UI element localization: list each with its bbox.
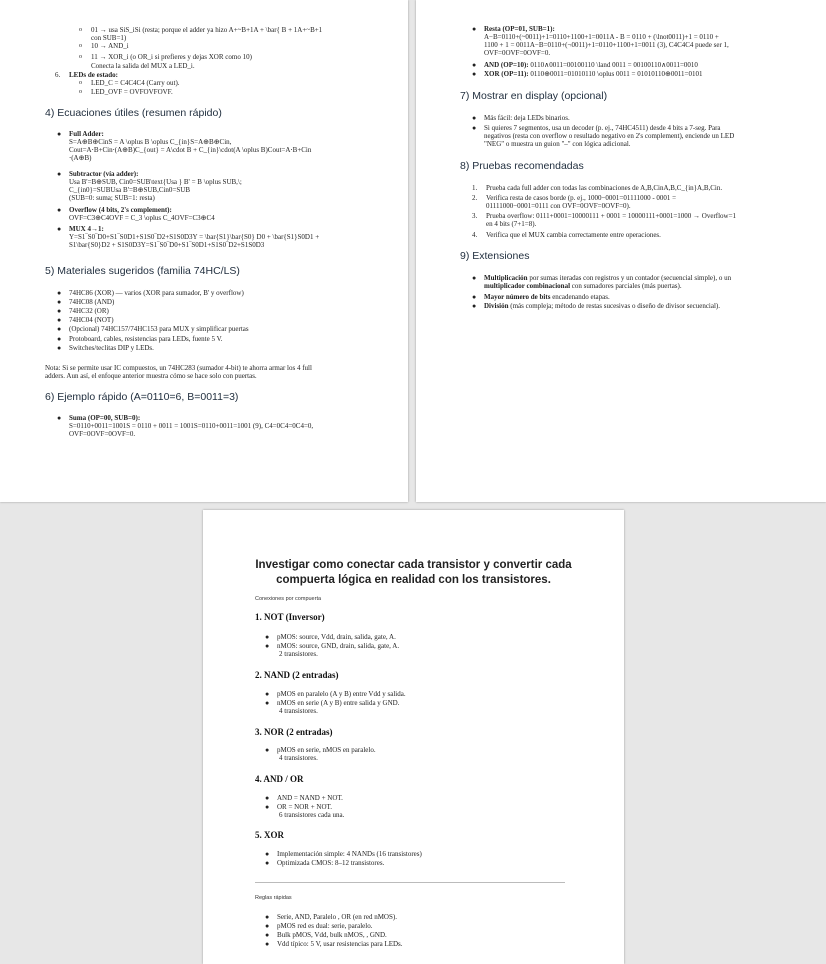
section-heading: 8) Pruebas recomendadas — [460, 160, 584, 172]
section-heading: 5. XOR — [255, 830, 284, 840]
list-item: ● Multiplicación por sumas iteradas con registros y un contador (secuencial simple), o un multiplicador combinacional con sumadores parciales (más puertas). — [472, 274, 732, 290]
list-item: ● nMOS en serie (A y B) entre salida y GND. 4 transistores. — [265, 699, 400, 715]
list-item: ● pMOS en serie, nMOS en paralelo. 4 transistores. — [265, 746, 376, 762]
horizontal-rule — [255, 882, 565, 883]
document-page-3 — [203, 510, 624, 964]
document-page-2 — [416, 0, 826, 502]
list-item: ● Vdd típico: 5 V, usar resistencias para LEDs. — [265, 940, 403, 948]
list-item: ● pMOS red es dual: serie, paralelo. — [265, 922, 373, 930]
list-item: ● Protoboard, cables, resistencias para LEDs, fuente 5 V. — [57, 335, 223, 343]
list-item: ● Subtractor (vía adder): Usa B'=B⊕SUB, Cin0=SUB\text{Usa } B' = B \oplus SUB,\; C_{in0}=SUBUsa B'=B⊕SUB,Cin0=SUB (SUB=0: suma; SUB=1: resta) — [57, 170, 242, 202]
list-item: ● División (más compleja; método de restas sucesivas o diseño de divisor secuencial). — [472, 302, 721, 310]
list-item: ● pMOS: source, Vdd, drain, salida, gate, A. — [265, 633, 396, 641]
section-heading: 4. AND / OR — [255, 774, 304, 784]
list-item: o LED_C = C4C4C4 (Carry out). — [79, 79, 180, 87]
list-item: ● Si quieres 7 segmentos, usa un decoder (p. ej., 74HC4511) desde 4 bits a 7-seg. Para negativos (resta con overflow o resultado negativo en 2's complement), enciende un LED "NEG" o muestra un guion "–" con lógica adicional. — [472, 124, 735, 148]
section-heading: 7) Mostrar en display (opcional) — [460, 90, 608, 102]
list-item: ● 74HC04 (NOT) — [57, 316, 114, 324]
list-item: ● Implementación simple: 4 NANDs (16 transistores) — [265, 850, 422, 858]
list-item: ● pMOS en paralelo (A y B) entre Vdd y salida. — [265, 690, 406, 698]
list-item: ● Full Adder: S=A⊕B⊕CinS = A \oplus B \oplus C_{in}S=A⊕B⊕Cin, Cout=A⋅B+Cin⋅(A⊕B)C_{out} = A\cdot B + C_{in}\cdot(A \oplus B)Cout=A⋅B+Cin ⋅(A⊕B) — [57, 130, 312, 162]
section-heading: 5) Materiales sugeridos (familia 74HC/LS) — [45, 265, 240, 277]
numbered-item: 6. LEDs de estado: — [55, 71, 119, 79]
list-item: ● Más fácil: deja LEDs binarios. — [472, 114, 570, 122]
document-page-1 — [0, 0, 408, 502]
section-heading: 6) Ejemplo rápido (A=0110=6, B=0011=3) — [45, 391, 239, 403]
list-item: ● Mayor número de bits encadenando etapas. — [472, 293, 610, 301]
list-item: ● AND (OP=10): 0110∧0011=00100110 \land 0011 = 00100110∧0011=0010 — [472, 61, 698, 69]
list-item: o 11 → XOR_i (o OR_i si prefieres y dejas XOR como 10) — [79, 53, 252, 61]
numbered-item: 2. Verifica resta de casos borde (p. ej., 1000−0001=01111000 - 0001 = 01111000−0001=0111 con OVF=0OVF=0OVF=0). — [472, 194, 677, 210]
list-item: ● 74HC08 (AND) — [57, 298, 115, 306]
page-title: Investigar como conectar cada transistor y convertir cada compuerta lógica en realidad con los transistores. — [255, 559, 572, 586]
list-item: ● AND = NAND + NOT. — [265, 794, 343, 802]
section-heading: 4) Ecuaciones útiles (resumen rápido) — [45, 107, 222, 119]
numbered-item: 4. Verifica que el MUX cambia correctamente entre operaciones. — [472, 231, 661, 239]
list-item: o 01 → usa SiS_iSi (resta; porque el adder ya hizo A+~B+1A + \bar{ B + 1A+~B+1 — [79, 26, 323, 34]
list-item: ● Switches/teclitas DIP y LEDs. — [57, 344, 154, 352]
list-item-cont: con SUB=1) — [91, 34, 127, 42]
list-item: ● Optimizada CMOS: 8–12 transistores. — [265, 859, 385, 867]
section-heading: 1. NOT (Inversor) — [255, 612, 325, 622]
list-item: ● Overflow (4 bits, 2's complement): OVF=C3⊕C4OVF = C_3 \oplus C_4OVF=C3⊕C4 — [57, 206, 215, 222]
list-item: ● MUX 4→1: Y=S1‾S0‾D0+S1‾S0D1+S1S0‾D2+S1S0D3Y = \bar{S1}\bar{S0} D0 + \bar{S1}S0D1 + S1\bar{S0}D2 + S1S0D3Y=S1‾S0‾D0+S1‾S0D1+S1S0‾D2+S1S0D3 — [57, 225, 320, 249]
list-item: ● 74HC32 (OR) — [57, 307, 109, 315]
list-item: o LED_OVF = OVFOVFOVF. — [79, 88, 173, 96]
list-item: ● 74HC86 (XOR) — varios (XOR para sumador, B' y overflow) — [57, 289, 244, 297]
note-paragraph: Nota: Si se permite usar IC compuestos, un 74HC283 (sumador 4-bit) te ahorra armar los 4 full adders. Aun así, el enfoque anterior muestra cómo se hace solo con puertas. — [45, 364, 312, 380]
section-heading: 9) Extensiones — [460, 250, 530, 262]
list-item: ● XOR (OP=11): 0110⊕0011=01010110 \oplus 0011 = 01010110⊕0011=0101 — [472, 70, 703, 78]
numbered-item: 1. Prueba cada full adder con todas las combinaciones de A,B,CinA,B,C_{in}A,B,Cin. — [472, 184, 723, 192]
list-item: ● OR = NOR + NOT. 6 transistores cada una. — [265, 803, 345, 819]
numbered-item: 3. Prueba overflow: 0111+0001=10000111 + 0001 = 10000111+0001=1000 → Overflow=1 en 4 bits (7+1=8). — [472, 212, 737, 228]
list-item: ● Serie, AND, Paralelo , OR (en red nMOS). — [265, 913, 397, 921]
section-heading: 3. NOR (2 entradas) — [255, 727, 333, 737]
section-heading: 2. NAND (2 entradas) — [255, 670, 339, 680]
list-item: ● Suma (OP=00, SUB=0): S=0110+0011=1001S = 0110 + 0011 = 1001S=0110+0011=1001 (9), C4=0C4=0C4=0, OVF=0OVF=0OVF=0. — [57, 414, 314, 438]
list-item: ● nMOS: source, GND, drain, salida, gate, A. 2 transistores. — [265, 642, 400, 658]
list-item: o 10 → AND_i — [79, 42, 129, 50]
list-item: ● Bulk pMOS, Vdd, bulk nMOS, , GND. — [265, 931, 387, 939]
subsection-label: Conexiones por compuerta — [255, 596, 322, 602]
list-item: ● (Opcional) 74HC157/74HC153 para MUX y simplificar puertas — [57, 325, 249, 333]
list-item-cont: Conecta la salida del MUX a LED_i. — [91, 62, 195, 70]
subsection-label: Reglas rápidas — [255, 895, 292, 901]
list-item: ● Resta (OP=01, SUB=1): A−B=0110+(~0011)+1=0110+1100+1=0011A - B = 0110 + (\lnot0011)+1 = 0110 + 1100 + 1 = 0011A−B=0110+(¬0011)+1=0110+1100+1=0011 (3), C4C4C4 puede ser 1, OVF=0OVF=0OVF=0. — [472, 25, 729, 57]
